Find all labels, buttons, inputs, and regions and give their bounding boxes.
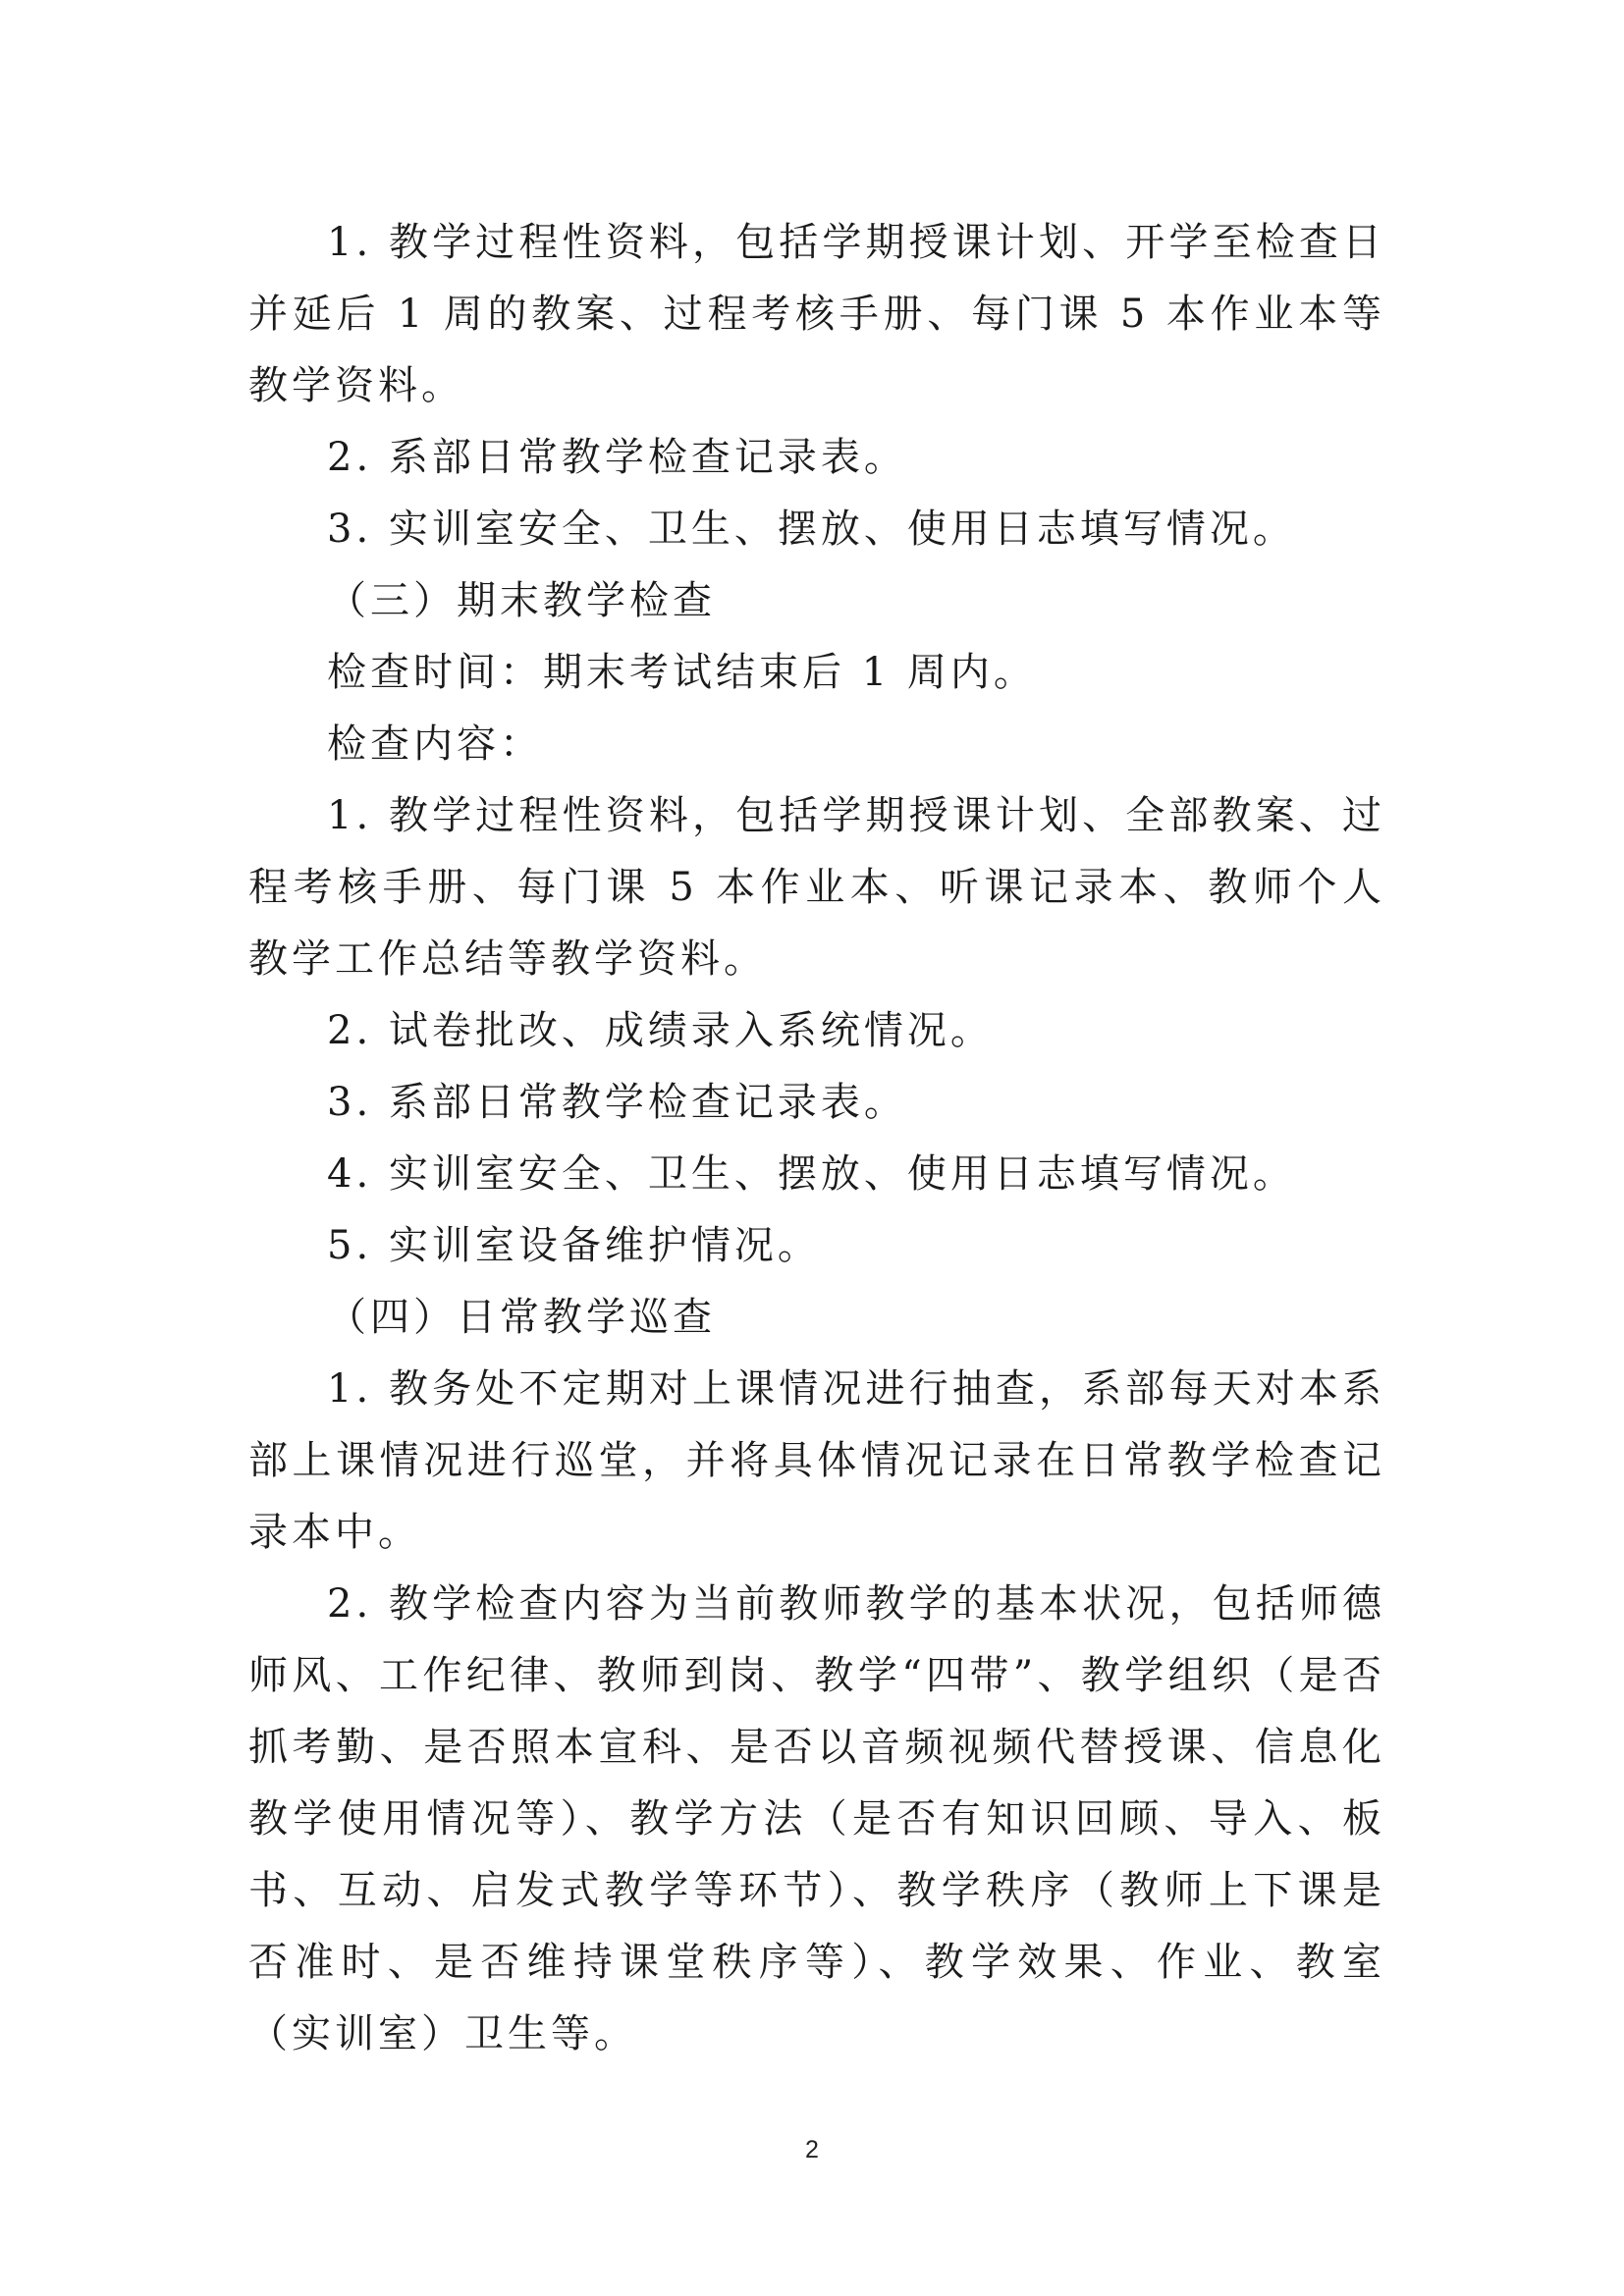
section-heading-daily-inspection: （四）日常教学巡查 bbox=[327, 1295, 716, 1340]
paragraph-final-item-1: 1. 教学过程性资料，包括学期授课计划、全部教案、过程考核手册、每门课 5 本作业本、听课记录本、教师个人教学工作总结等教学资料。 bbox=[248, 793, 1385, 982]
paragraph-final-item-3: 3. 系部日常教学检查记录表。 bbox=[327, 1080, 907, 1125]
paragraph-check-time: 检查时间：期末考试结束后 1 周内。 bbox=[327, 650, 1037, 695]
page-number: 2 bbox=[805, 2136, 819, 2163]
paragraph-check-content-label: 检查内容： bbox=[327, 721, 543, 767]
document-body bbox=[248, 207, 1385, 2070]
paragraph-item-1-teaching-materials: 1. 教学过程性资料，包括学期授课计划、开学至检查日并延后 1 周的教案、过程考核手册、每门课 5 本作业本等教学资料。 bbox=[248, 220, 1385, 408]
paragraph-final-item-5: 5. 实训室设备维护情况。 bbox=[327, 1223, 821, 1268]
paragraph-daily-item-2: 2. 教学检查内容为当前教师教学的基本状况，包括师德师风、工作纪律、教师到岗、教学“四带”、教学组织（是否抓考勤、是否照本宣科、是否以音频视频代替授课、信息化教学使用情况等）、教学方法（是否有知识回顾、导入、板书、互动、启发式教学等环节）、教学秩序（教师上下课是否准时、是否维持课堂秩序等）、教学效果、作业、教室（实训室）卫生等。 bbox=[248, 1581, 1385, 2056]
paragraph-final-item-4: 4. 实训室安全、卫生、摆放、使用日志填写情况。 bbox=[327, 1151, 1296, 1197]
paragraph-daily-item-1: 1. 教务处不定期对上课情况进行抽查，系部每天对本系部上课情况进行巡堂，并将具体情况记录在日常教学检查记录本中。 bbox=[248, 1366, 1385, 1555]
paragraph-final-item-2: 2. 试卷批改、成绩录入系统情况。 bbox=[327, 1008, 994, 1053]
paragraph-item-3-training-room: 3. 实训室安全、卫生、摆放、使用日志填写情况。 bbox=[327, 507, 1296, 552]
section-heading-final-check: （三）期末教学检查 bbox=[327, 578, 716, 623]
paragraph-item-2-check-record: 2. 系部日常教学检查记录表。 bbox=[327, 435, 907, 480]
